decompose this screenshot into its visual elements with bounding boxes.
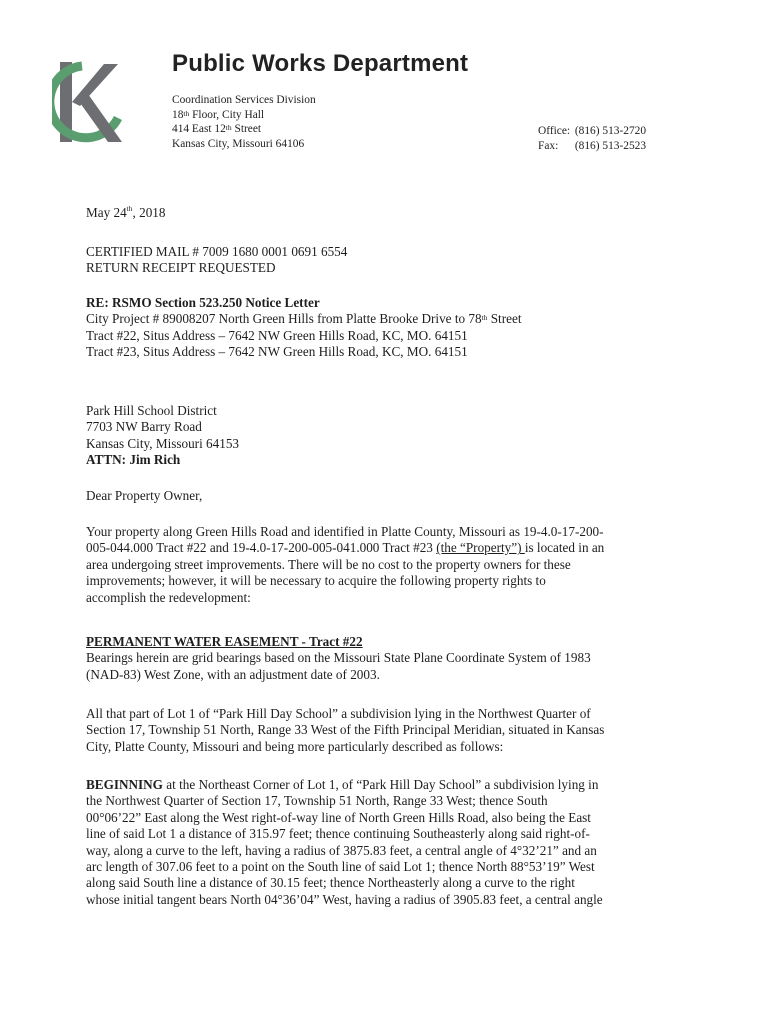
division-name: Coordination Services Division — [172, 94, 316, 106]
mailing-notice — [86, 244, 684, 277]
address-street: 414 East 12th Street — [172, 123, 262, 135]
contact-info — [538, 124, 646, 153]
address-city: Kansas City, Missouri 64106 — [172, 137, 305, 150]
office-phone: Office: (816) 513-2720 — [538, 125, 647, 137]
certified-mail-line: CERTIFIED MAIL # 7009 1680 0001 0691 6554 — [86, 244, 348, 259]
tract-23-line: Tract #23, Situs Address – 7642 NW Green Hills Road, KC, MO. 64151 — [86, 344, 468, 360]
salutation: Dear Property Owner, — [86, 488, 203, 503]
beginning-keyword: BEGINNING — [86, 777, 163, 792]
intro-paragraph: Your property along Green Hills Road and identified in Platte County, Missouri as 19-4.0-17-200- 005-044.000 Tract #22 and 19-4.0-17-200-005-041.000 Tract #23 (the “Property”) is located in an area undergoing street improvements. There will be no cost to the property owners for these improvements; however, it will be necessary to acquire the following property rights to accomplish the redevelopment: — [86, 524, 605, 605]
department-address — [172, 93, 316, 151]
property-defined-term: (the “Property”) — [436, 540, 525, 556]
letter-date: May 24th, 2018 — [86, 204, 166, 220]
recipient-city: Kansas City, Missouri 64153 — [86, 435, 240, 451]
project-line: City Project # 89008207 North Green Hills from Platte Brooke Drive to 78th Street — [86, 311, 522, 327]
return-receipt-line: RETURN RECEIPT REQUESTED — [86, 260, 276, 276]
recipient-name: Park Hill School District — [86, 403, 217, 418]
re-subject: RE: RSMO Section 523.250 Notice Letter — [86, 295, 320, 310]
re-block — [86, 295, 684, 361]
legal-description-intro: All that part of Lot 1 of “Park Hill Day School” a subdivision lying in the Northwest Quarter of Section 17, Township 51 North, Range 33 West of the Fifth Principal Meridian, situated in Kansas City, Platte County, Missouri and being more particularly described as follows: — [86, 706, 605, 754]
beginning-paragraph: BEGINNING at the Northeast Corner of Lot 1, of “Park Hill Day School” a subdivision lying in the Northwest Quarter of Section 17, Township 51 North, Range 33 West; thence South 00°06’22” East along the West right-of-way line of North Green Hills Road, also being the East line of said Lot 1 a distance of 315.97 feet; thence continuing Southeasterly along said right-of- way, along a curve to the left, having a radius of 3875.83 feet, a central angle of 4°32’21” and an arc length of 307.06 feet to a point on the South line of said Lot 1; thence North 88°53’19” West along said South line a distance of 30.15 feet; thence Northeasterly along a curve to the right whose initial tangent bears North 04°36’04” West, having a radius of 3905.83 feet, a central angle — [86, 777, 603, 907]
fax-number: Fax: (816) 513-2523 — [538, 139, 647, 152]
recipient-address — [86, 403, 684, 469]
attn-line: ATTN: Jim Rich — [86, 452, 181, 468]
kc-logo-icon — [52, 56, 124, 148]
tract-22-line: Tract #22, Situs Address – 7642 NW Green Hills Road, KC, MO. 64151 — [86, 327, 468, 343]
easement-heading: PERMANENT WATER EASEMENT - Tract #22 — [86, 634, 363, 649]
department-title: Public Works Department — [172, 50, 469, 77]
recipient-street: 7703 NW Barry Road — [86, 419, 202, 435]
address-floor: 18th Floor, City Hall — [172, 108, 265, 121]
easement-section: PERMANENT WATER EASEMENT - Tract #22 Bearings herein are grid bearings based on the Missouri State Plane Coordinate System of 1983 (NAD-83) West Zone, with an adjustment date of 2003. — [86, 634, 684, 683]
